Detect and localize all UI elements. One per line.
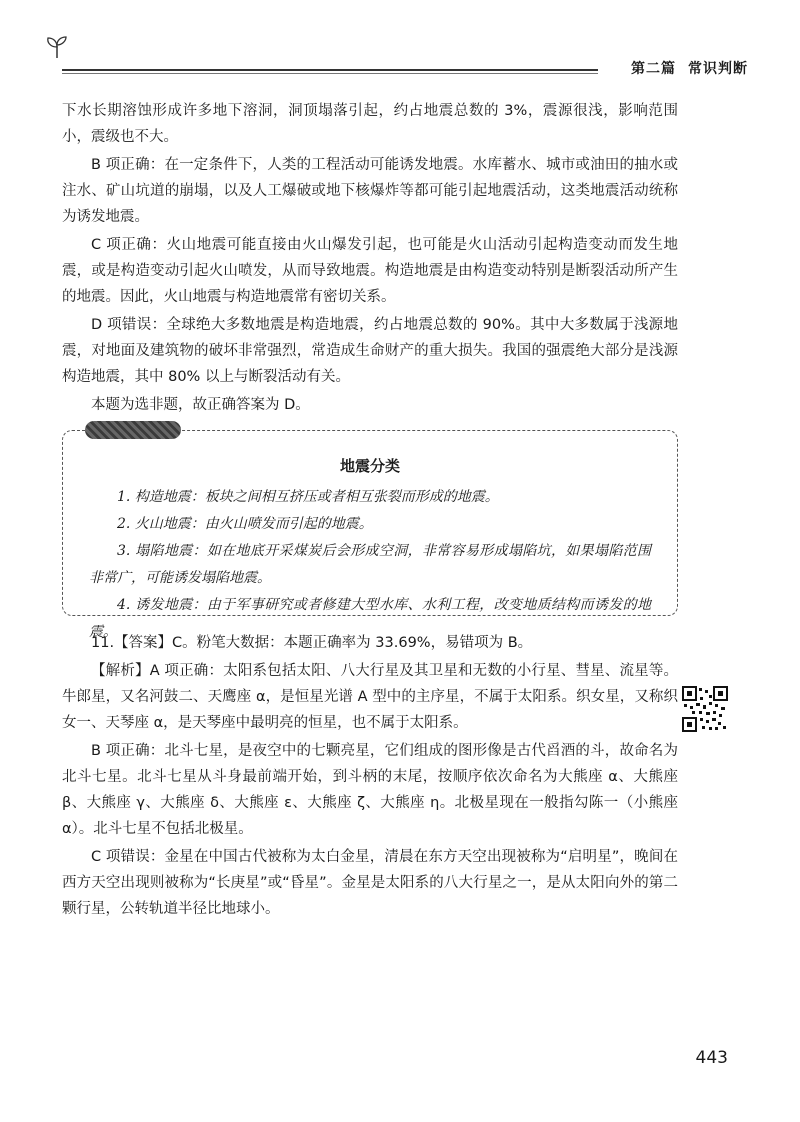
explanation-a: 【解析】A 项正确：太阳系包括太阳、八大行星及其卫星和无数的小行星、彗星、流星等。牛郎星，又名河鼓二、天鹰座 α，是恒星光谱 A 型中的主序星，不属于太阳系。织女星，又称织女一、天琴座 α，是天琴座中最明亮的恒星，也不属于太阳系。 — [62, 663, 678, 731]
paragraph: C 项正确：火山地震可能直接由火山爆发引起，也可能是火山活动引起构造变动而发生地震，或是构造变动引起火山喷发，从而导致地震。构造地震是由构造变动特别是断裂活动所产生的地震。因此，火山地震与构造地震常有密切关系。 — [62, 237, 678, 305]
knowledge-box — [62, 430, 678, 640]
explanation-b: B 项正确：北斗七星，是夜空中的七颗亮星，它们组成的图形像是古代舀酒的斗，故命名为北斗七星。北斗七星从斗身最前端开始，到斗柄的末尾，按顺序依次命名为大熊座 α、大熊座 β、大熊座 γ、大熊座 δ、大熊座 ε、大熊座 ζ、大熊座 η。北极星现在一般指勾陈一（小熊座 α）。北斗七星不包括北极星。 — [62, 743, 678, 837]
box-title: 地震分类 — [339, 457, 400, 475]
answer-line: 11.【答案】C。粉笔大数据：本题正确率为 33.69%，易错项为 B。 — [91, 635, 533, 651]
paragraph: B 项正确：在一定条件下，人类的工程活动可能诱发地震。水库蓄水、城市或油田的抽水或注水、矿山坑道的崩塌，以及人工爆破或地下核爆炸等都可能引起地震活动，这类地震活动统称为诱发地震。 — [62, 157, 678, 225]
box-item: 1. 构造地震：板块之间相互挤压或者相互张裂而形成的地震。 — [117, 489, 499, 505]
page-header — [36, 34, 748, 76]
knowledge-tag-icon — [85, 421, 181, 439]
part-label: 第二篇 — [631, 61, 676, 77]
explanation-c: C 项错误：金星在中国古代被称为太白金星，清晨在东方天空出现被称为“启明星”，晚间在西方天空出现则被称为“长庚星”或“昏星”。金星是太阳系的八大行星之一，是从太阳向外的第二颗行星，公转轨道半径比地球小。 — [62, 849, 678, 917]
qr-code-icon[interactable] — [682, 686, 728, 732]
page-number: 443 — [695, 1048, 728, 1068]
header-rule — [62, 69, 598, 71]
header-rule-thin — [62, 73, 598, 74]
paragraph: 本题为选非题，故正确答案为 D。 — [91, 397, 310, 413]
paragraph: 下水长期溶蚀形成许多地下溶洞，洞顶塌落引起，约占地震总数的 3%，震源很浅，影响范围小，震级也不大。 — [62, 103, 678, 145]
box-item: 2. 火山地震：由火山喷发而引起的地震。 — [117, 516, 373, 532]
section-label: 常识判断 — [688, 61, 748, 77]
sprout-icon — [44, 34, 70, 60]
box-item: 4. 诱发地震：由于军事研究或者修建大型水库、水利工程，改变地质结构而诱发的地震。 — [89, 597, 651, 640]
section-title — [631, 58, 748, 78]
box-item: 3. 塌陷地震：如在地底开采煤炭后会形成空洞，非常容易形成塌陷坑，如果塌陷范围非常广，可能诱发塌陷地震。 — [89, 543, 651, 586]
paragraph: D 项错误：全球绝大多数地震是构造地震，约占地震总数的 90%。其中大多数属于浅源地震，对地面及建筑物的破坏非常强烈，常造成生命财产的重大损失。我国的强震绝大部分是浅源构造地震，其中 80% 以上与断裂活动有关。 — [62, 317, 678, 385]
main-content — [62, 98, 678, 922]
